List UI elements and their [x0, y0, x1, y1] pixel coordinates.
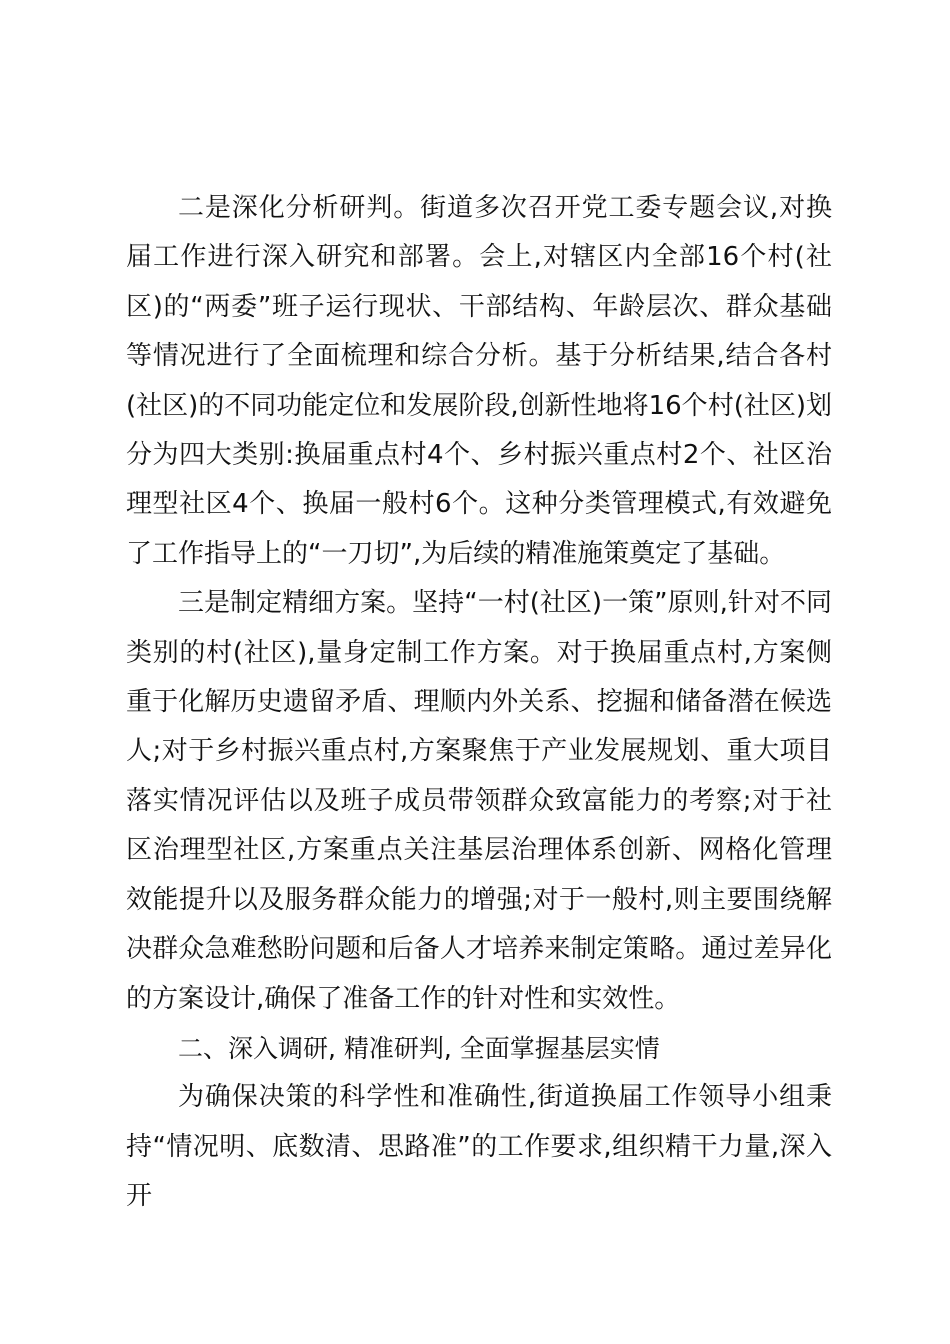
paragraph-research: 为确保决策的科学性和准确性,街道换届工作领导小组秉持“情况明、底数清、思路准”的工作要求,组织精干力量,深入开 — [126, 1082, 832, 1212]
section-heading: 二、深入调研, 精准研判, 全面掌握基层实情 — [178, 1033, 660, 1063]
paragraph-plan: 三是制定精细方案。坚持“一村(社区)一策”原则,针对不同类别的村(社区),量身定制工作方案。对于换届重点村,方案侧重于化解历史遗留矛盾、理顺内外关系、挖掘和储备潜在候选人;对于乡村振兴重点村,方案聚焦于产业发展规划、重大项目落实情况评估以及班子成员带领群众致富能力的考察;对于社区治理型社区,方案重点关注基层治理体系创新、网格化管理效能提升以及服务群众能力的增强;对于一般村,则主要围绕解决群众急难愁盼问题和后备人才培养来制定策略。通过差异化的方案设计,确保了准备工作的针对性和实效性。 — [126, 588, 832, 1014]
document-body — [126, 184, 832, 1222]
paragraph-analysis: 二是深化分析研判。街道多次召开党工委专题会议,对换届工作进行深入研究和部署。会上,对辖区内全部16个村(社区)的“两委”班子运行现状、干部结构、年龄层次、群众基础等情况进行了全面梳理和综合分析。基于分析结果,结合各村(社区)的不同功能定位和发展阶段,创新性地将16个村(社区)划分为四大类别:换届重点村4个、乡村振兴重点村2个、社区治理型社区4个、换届一般村6个。这种分类管理模式,有效避免了工作指导上的“一刀切”,为后续的精准施策奠定了基础。 — [126, 193, 832, 569]
